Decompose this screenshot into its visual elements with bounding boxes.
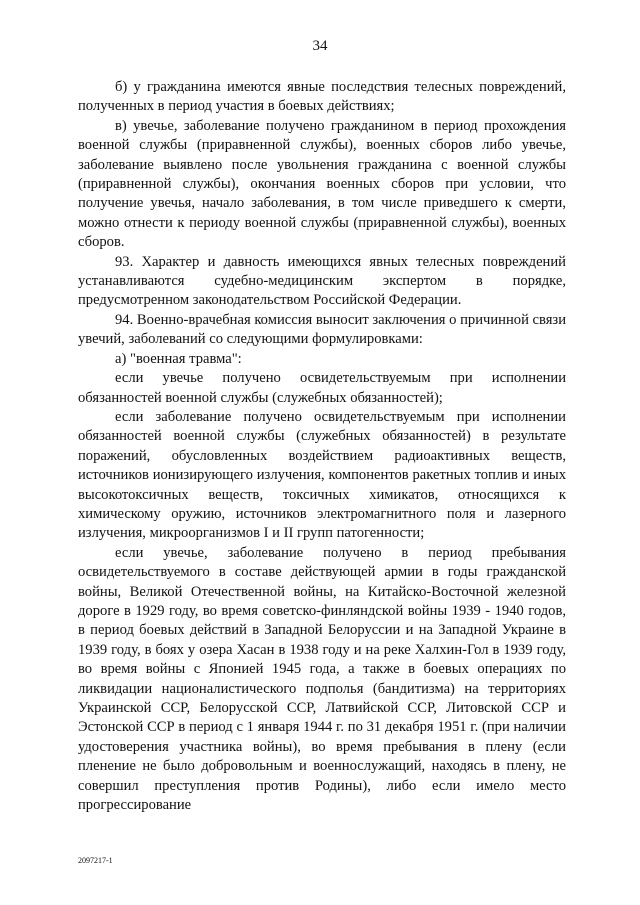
paragraph-active-army-wars: если увечье, заболевание получено в период пребывания освидетельствуемого в составе действующей армии в годы гражданской войны, Великой Отечественной войны, на Китайско-Восточной железной дороге в 1929 году, во время советско-финляндской войны 1939 - 1940 годов, в период боевых действий в Западной Белоруссии и на Западной Украине в 1939 году, в боях у озера Хасан в 1938 году и на реке Халхин-Гол в 1939 году, во время войны с Японией 1945 года, а также в боевых операциях по ликвидации националистического подполья (бандитизма) на территориях Украинской ССР, Белорусской ССР, Латвийской ССР, Литовской ССР и Эстонской ССР в период с 1 января 1944 г. по 31 декабря 1951 г. (при наличии удостоверения участника войны), во время пребывания в плену (если пленение не было добровольным и военнослужащий, находясь в плену, не совершил преступления против Родины), либо если имело место прогрессирование <box>78 544 566 814</box>
paragraph-injury-on-duty: если увечье получено освидетельствуемым при исполнении обязанностей военной службы (служебных обязанностей); <box>78 370 566 406</box>
document-body <box>78 78 566 815</box>
paragraph-94-commission-conclusions: 94. Военно-врачебная комиссия выносит заключения о причинной связи увечий, заболеваний со следующими формулировками: <box>78 311 566 348</box>
paragraph-disease-radiation-toxic: если заболевание получено освидетельствуемым при исполнении обязанностей военной службы (служебных обязанностей) в результате поражений, обусловленных воздействием радиоактивных веществ, источников ионизирующего излучения, компонентов ракетных топлив и иных высокотоксичных веществ, токсичных химикатов, относящихся к химическому оружию, источников электромагнитного поля и лазерного излучения, микроорганизмов I и II групп патогенности; <box>78 408 566 542</box>
paragraph-93-forensic-expert: 93. Характер и давность имеющихся явных телесных повреждений устанавливаются судебно-медицинским экспертом в порядке, предусмотренном законодательством Российской Федерации. <box>78 253 566 309</box>
paragraph-v-military-service-period: в) увечье, заболевание получено гражданином в период прохождения военной службы (приравненной службы), военных сборов либо увечье, заболевание выявлено после увольнения гражданина с военной службы (приравненной службы), окончания военных сборов при условии, что получение увечья, начало заболевания, в том числе приведшего к смерти, можно отнести к периоду военной службы (приравненной службы), военных сборов. <box>78 117 566 251</box>
paragraph-b-combat-injuries: б) у гражданина имеются явные последствия телесных повреждений, полученных в период участия в боевых действиях; <box>78 79 566 115</box>
paragraph-a-military-trauma-heading: а) "военная травма": <box>115 350 242 367</box>
page-number: 34 <box>312 38 328 54</box>
document-code: 2097217-1 <box>78 856 113 865</box>
